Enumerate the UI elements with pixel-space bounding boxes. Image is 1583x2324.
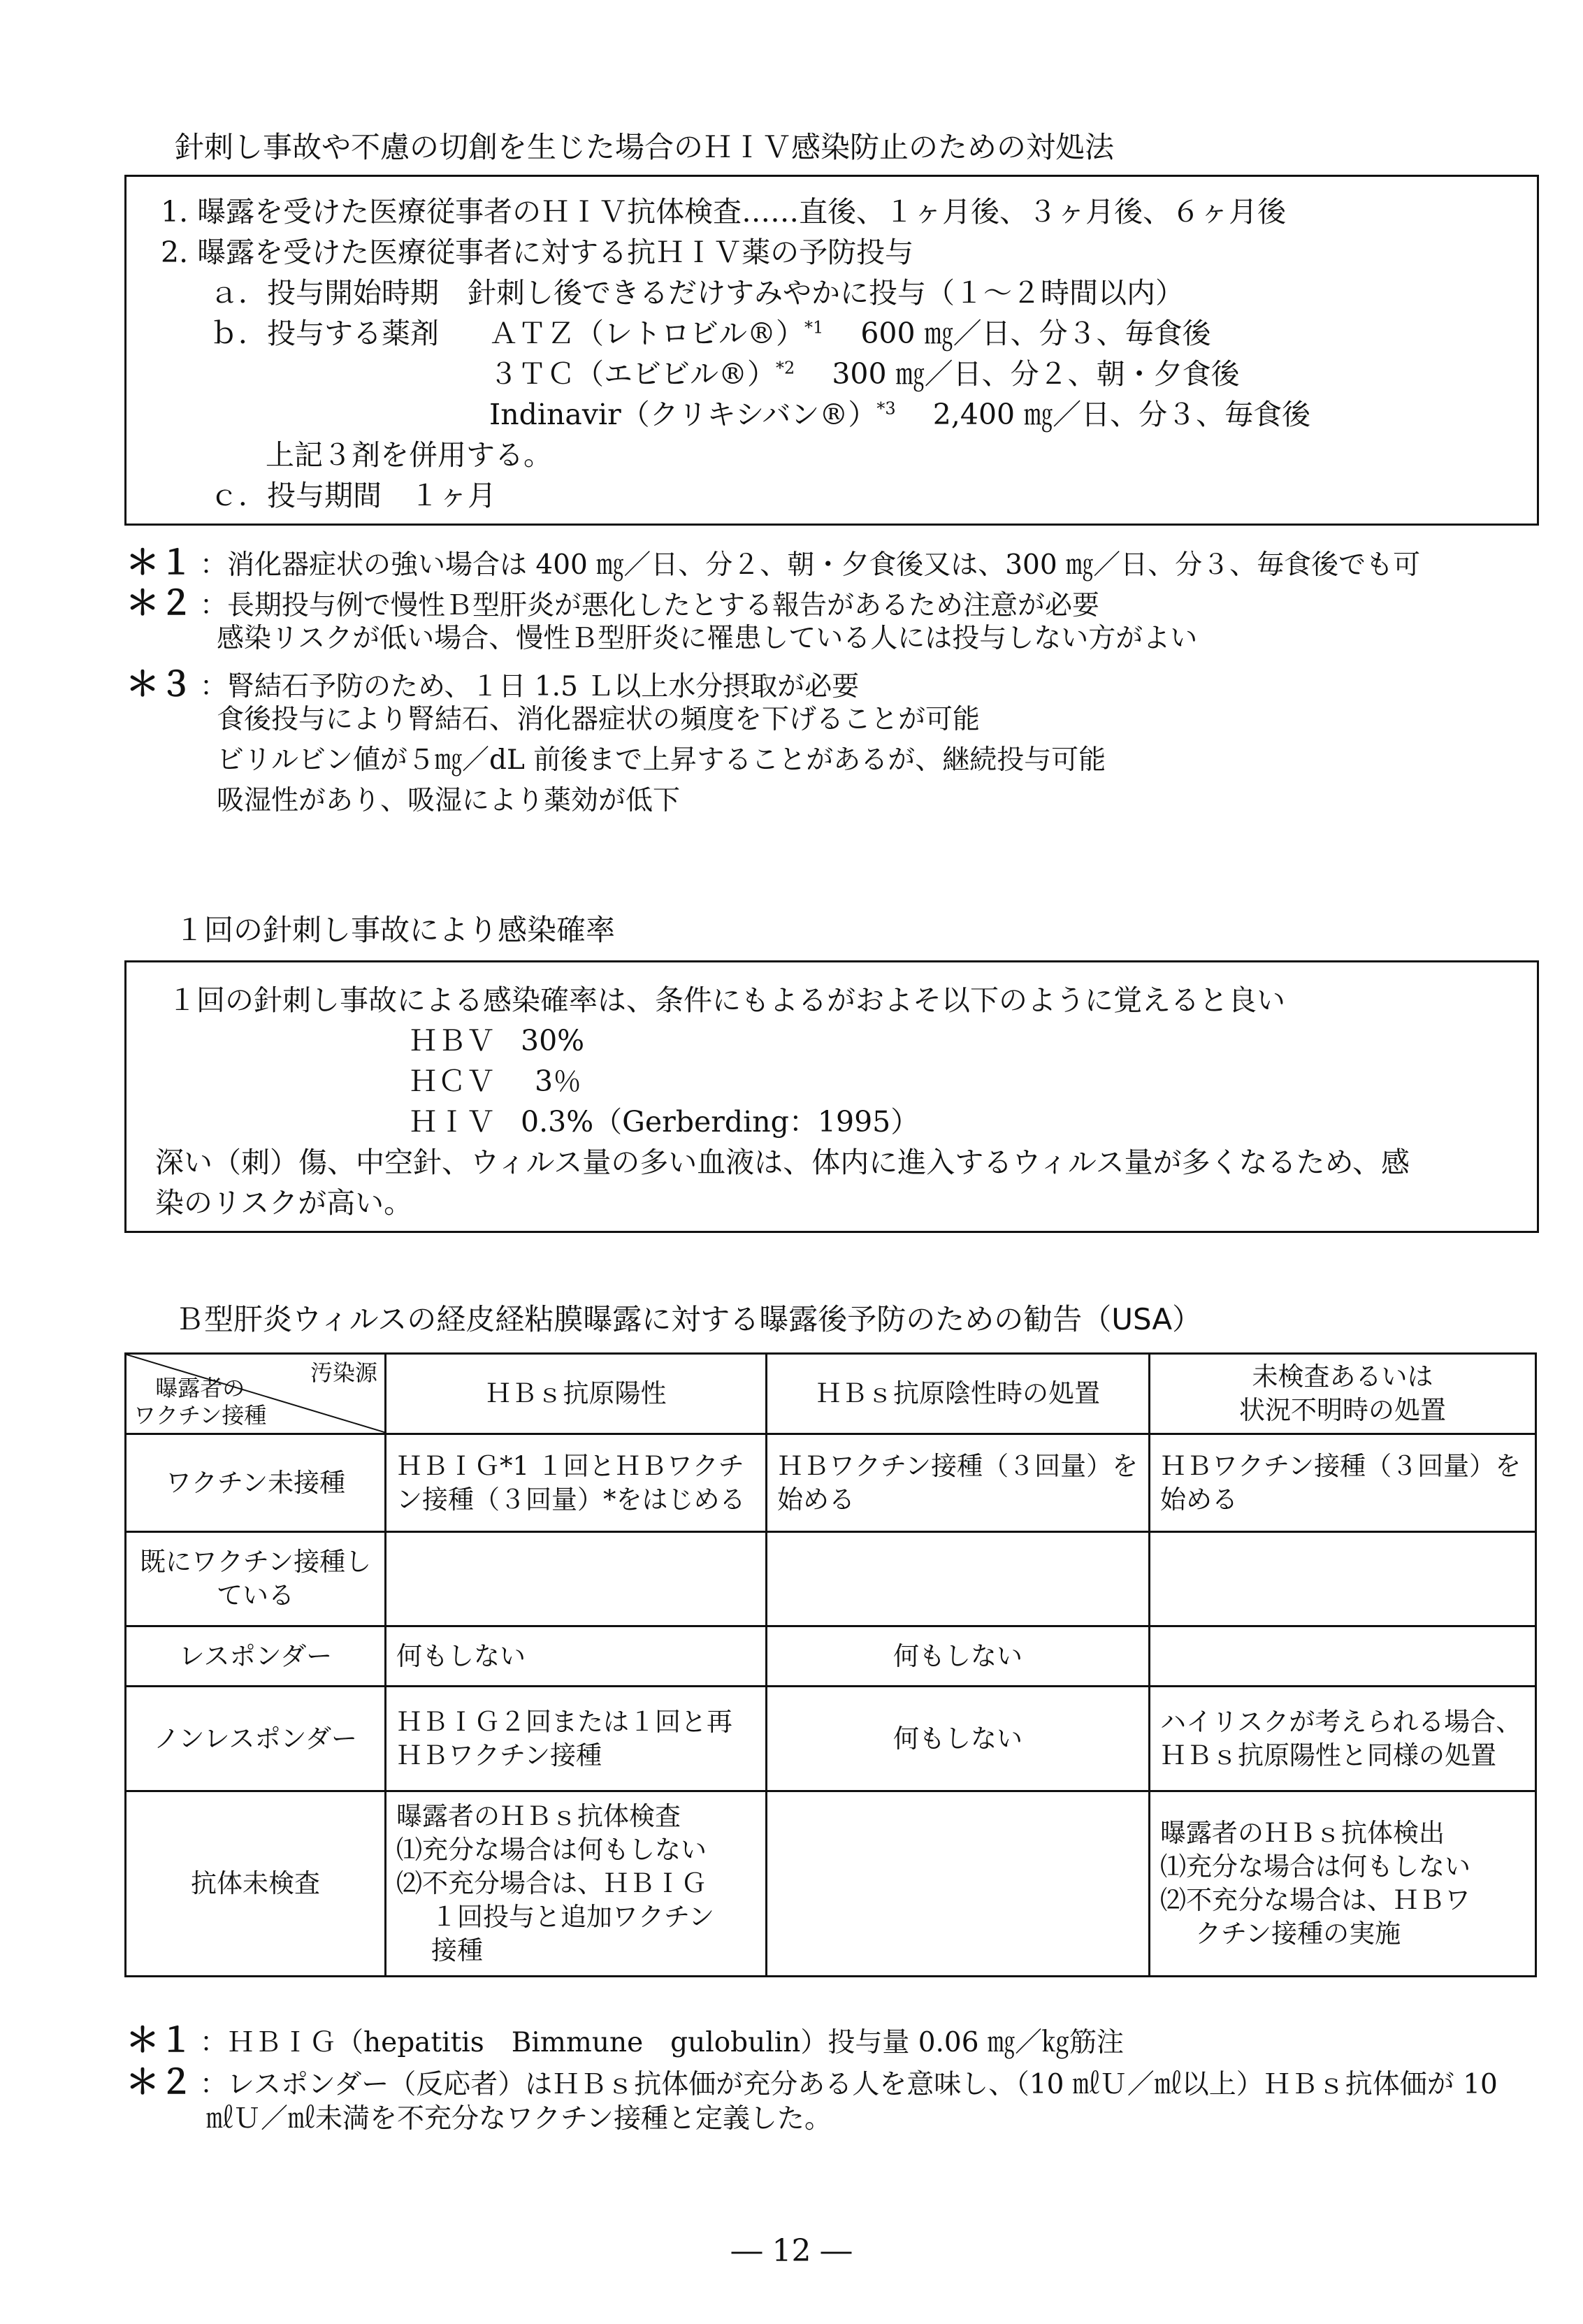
col-unknown bbox=[1150, 1354, 1536, 1434]
cell-r5-c1-l3: ⑵不充分場合は、ＨＢＩＧ bbox=[396, 1868, 707, 1899]
cell-r5-c2 bbox=[767, 1791, 1150, 1977]
table-row bbox=[126, 1532, 1536, 1626]
col-unknown-2: 状況不明時の処置 bbox=[1239, 1395, 1446, 1426]
section1-heading: 針刺し事故や不慮の切創を生じた場合のＨＩＶ感染防止のための対処法 bbox=[175, 130, 1115, 164]
cell-r3-c2: 何もしない bbox=[767, 1626, 1150, 1687]
drug2-name: ３ＴＣ（エビビル®） bbox=[489, 357, 776, 391]
prob-closing-2: 染のリスクが高い。 bbox=[155, 1186, 413, 1220]
cell-r5-c3-l2: ⑴充分な場合は何もしない bbox=[1160, 1852, 1470, 1882]
cell-r2-c2 bbox=[767, 1532, 1150, 1626]
cell-r5-c3-l3: ⑵不充分な場合は、ＨＢワ bbox=[1160, 1885, 1470, 1916]
table-row bbox=[126, 1791, 1536, 1977]
col-unknown-1: 未検査あるいは bbox=[1252, 1362, 1433, 1392]
hcv-label: ＨＣＶ bbox=[409, 1064, 495, 1098]
drug2-mark: *2 bbox=[776, 358, 795, 378]
row-head-vaccinated: 既にワクチン接種している bbox=[126, 1532, 386, 1626]
cell-r5-c1-l1: 曝露者のＨＢｓ抗体検査 bbox=[396, 1800, 681, 1831]
cell-r2-c3 bbox=[1150, 1532, 1536, 1626]
item1: 1. 曝露を受けた医療従事者のＨＩＶ抗体検査……直後、１ヶ月後、３ヶ月後、６ヶ月後 bbox=[161, 195, 1287, 229]
cell-r5-c3-l4: クチン接種の実施 bbox=[1195, 1919, 1401, 1949]
cell-r2-c1 bbox=[386, 1532, 767, 1626]
note1-2b: 感染リスクが低い場合、慢性Ｂ型肝炎に罹患している人には投与しない方がよい bbox=[217, 623, 1198, 654]
drug3-dose: 2,400 ㎎／日、分３、毎食後 bbox=[932, 398, 1311, 431]
table-row bbox=[126, 1687, 1536, 1791]
table-row bbox=[126, 1626, 1536, 1687]
hcv-row bbox=[409, 1058, 581, 1099]
hiv-value: 0.3%（Gerberding：1995） bbox=[521, 1105, 920, 1139]
note1-1-text: ：消化器症状の強い場合は 400 ㎎／日、分２、朝・夕食後又は、300 ㎎／日、分３、毎食後でも可 bbox=[200, 549, 1421, 581]
cell-r5-c1-l4: １回投与と追加ワクチン bbox=[431, 1902, 715, 1933]
combo-note: 上記３剤を併用する。 bbox=[266, 438, 552, 472]
item-c: ｃ．投与期間 １ヶ月 bbox=[210, 479, 496, 512]
note3-2 bbox=[126, 2055, 1498, 2103]
item2: 2. 曝露を受けた医療従事者に対する抗ＨＩＶ薬の予防投与 bbox=[161, 236, 914, 269]
corner-header bbox=[126, 1354, 386, 1434]
note1-2-text: ：長期投与例で慢性Ｂ型肝炎が悪化したとする報告があるため注意が必要 bbox=[200, 590, 1100, 621]
drug1-mark: *1 bbox=[804, 317, 824, 338]
cell-r3-c1: 何もしない bbox=[386, 1626, 767, 1687]
cell-r4-c3: ハイリスクが考えられる場合、ＨＢｓ抗原陽性と同様の処置 bbox=[1150, 1687, 1536, 1791]
drug3 bbox=[489, 391, 1310, 433]
table-row bbox=[126, 1434, 1536, 1532]
prob-intro: １回の針刺し事故による感染確率は、条件にもよるがおよそ以下のように覚えると良い bbox=[168, 983, 1285, 1017]
note1-2-mark: ＊２ bbox=[126, 584, 194, 623]
row-head-responder: レスポンダー bbox=[126, 1626, 386, 1687]
cell-r4-c1: ＨＢＩＧ２回または１回と再ＨＢワクチン接種 bbox=[386, 1687, 767, 1791]
drug2 bbox=[489, 351, 1240, 392]
note3-2-mark: ＊２ bbox=[126, 2063, 194, 2102]
pep-table bbox=[124, 1352, 1537, 1977]
prob-closing-1: 深い（刺）傷、中空針、ウィルス量の多い血液は、体内に進入するウィルス量が多くなるため、感 bbox=[155, 1146, 1410, 1179]
cell-r5-c1 bbox=[386, 1791, 767, 1977]
cell-r1-c2: ＨＢワクチン接種（３回量）を始める bbox=[767, 1434, 1150, 1532]
note3-2-text: ：レスポンダー（反応者）はＨＢｓ抗体価が充分ある人を意味し、（10 ㎖Ｕ／㎖以上）ＨＢｓ抗体価が 10 bbox=[200, 2069, 1498, 2100]
corner-exposed-2: ワクチン接種 bbox=[133, 1401, 267, 1429]
note1-1-mark: ＊１ bbox=[126, 543, 194, 582]
corner-exposed-1: 曝露者の bbox=[155, 1375, 245, 1402]
note3-1 bbox=[126, 2013, 1124, 2061]
note1-3-mark: ＊３ bbox=[126, 665, 194, 704]
section3-heading: Ｂ型肝炎ウィルスの経皮経粘膜曝露に対する曝露後予防のための勧告（USA） bbox=[175, 1302, 1202, 1336]
table-header-row bbox=[126, 1354, 1536, 1434]
cell-r5-c3 bbox=[1150, 1791, 1536, 1977]
drug1-dose: 600 ㎎／日、分３、毎食後 bbox=[860, 317, 1211, 350]
note1-3-text: ：腎結石予防のため、１日 1.5 Ｌ以上水分摂取が必要 bbox=[200, 671, 860, 702]
corner-exposed bbox=[133, 1375, 266, 1429]
note3-2b: ㎖Ｕ／㎖未満を不充分なワクチン接種と定義した。 bbox=[206, 2103, 832, 2135]
item-a: ａ．投与開始時期 針刺し後できるだけすみやかに投与（１～２時間以内） bbox=[210, 276, 1184, 310]
note1-3c: ビリルビン値が５㎎／dL 前後まで上昇することがあるが、継続投与可能 bbox=[217, 744, 1106, 776]
cell-r5-c1-l5: 接種 bbox=[431, 1935, 483, 1966]
note1-3b: 食後投与により腎結石、消化器症状の頻度を下げることが可能 bbox=[217, 704, 981, 735]
hbv-row bbox=[409, 1018, 584, 1059]
row-head-unvaccinated: ワクチン未接種 bbox=[126, 1434, 386, 1532]
cell-r3-c3 bbox=[1150, 1626, 1536, 1687]
col-hbs-negative: ＨＢｓ抗原陰性時の処置 bbox=[767, 1354, 1150, 1434]
cell-r1-c3: ＨＢワクチン接種（３回量）を始める bbox=[1150, 1434, 1536, 1532]
cell-r5-c3-l1: 曝露者のＨＢｓ抗体検出 bbox=[1160, 1818, 1445, 1848]
hiv-label: ＨＩＶ bbox=[409, 1105, 495, 1139]
row-head-untested: 抗体未検査 bbox=[126, 1791, 386, 1977]
note3-1-text: ：ＨＢＩＧ（hepatitis Bimmune gulobulin）投与量 0.06 ㎎／㎏筋注 bbox=[200, 2027, 1124, 2058]
col-hbs-positive: ＨＢｓ抗原陽性 bbox=[386, 1354, 767, 1434]
hiv-row bbox=[409, 1099, 919, 1140]
row-head-nonresponder: ノンレスポンダー bbox=[126, 1687, 386, 1791]
drug3-name: Indinavir（クリキシバン®） bbox=[489, 398, 877, 431]
drug2-dose: 300 ㎎／日、分２、朝・夕食後 bbox=[832, 357, 1240, 391]
corner-source: 汚染源 bbox=[310, 1359, 377, 1386]
item-b-label: ｂ．投与する薬剤 bbox=[210, 317, 439, 350]
drug1-name: ＡＴＺ（レトロビル®） bbox=[489, 317, 804, 350]
drug3-mark: *3 bbox=[876, 398, 896, 419]
hcv-value: 3％ bbox=[535, 1064, 582, 1098]
cell-r5-c1-l2: ⑴充分な場合は何もしない bbox=[396, 1835, 707, 1865]
hbv-label: ＨＢＶ bbox=[409, 1024, 495, 1058]
section2-heading: １回の針刺し事故により感染確率 bbox=[175, 913, 616, 947]
page-number: ― 12 ― bbox=[731, 2233, 852, 2269]
cell-r4-c2: 何もしない bbox=[767, 1687, 1150, 1791]
note3-1-mark: ＊１ bbox=[126, 2021, 194, 2060]
drug1 bbox=[489, 310, 1211, 352]
hbv-value: 30% bbox=[521, 1024, 585, 1058]
cell-r1-c1: ＨＢＩＧ*1 １回とＨＢワクチン接種（３回量）*をはじめる bbox=[386, 1434, 767, 1532]
note1-3d: 吸湿性があり、吸湿により薬効が低下 bbox=[217, 785, 681, 816]
